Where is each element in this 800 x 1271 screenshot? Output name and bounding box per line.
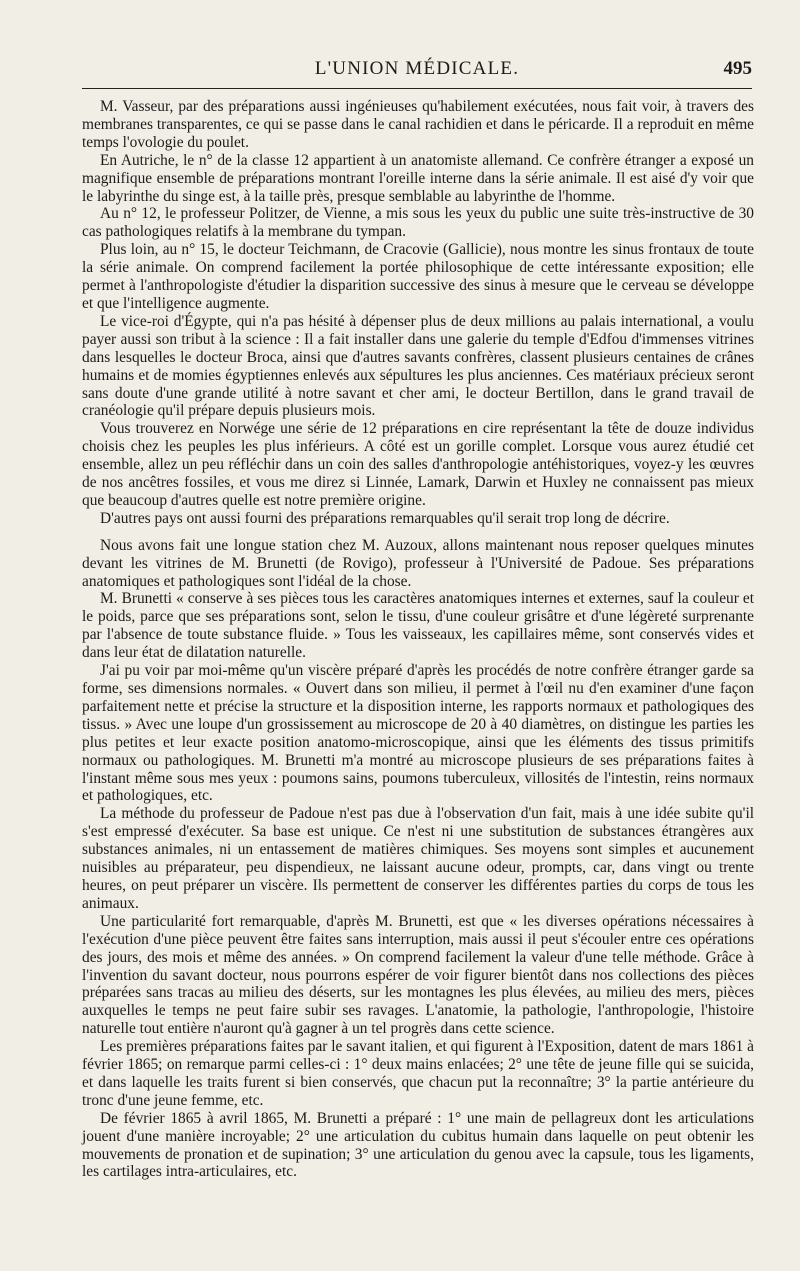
paragraph: Le vice-roi d'Égypte, qui n'a pas hésité à dépenser plus de deux millions au palais international, a voulu payer aussi son tribut à la science : Il a fait installer dans une galerie du temple d'Edfou d'immenses vitrines dans lesquelles le docteur Broca, ainsi que d'autres savants confrères, classent plusieurs centaines de crânes humains et de momies égyptiennes enlevés aux sépultures les plus anciennes. Ces matériaux précieux seront sans doute d'une grande utilité à notre savant et cher ami, le docteur Bertillon, dans le grand travail de cranéologie qu'il prépare depuis plusieurs mois. [82,312,754,420]
paragraph: Une particularité fort remarquable, d'après M. Brunetti, est que « les diverses opérations nécessaires à l'exécution d'une pièce peuvent être faites sans interruption, mais aussi il peut s'écouler entre ces opérations des jours, des mois et même des années. » On comprend facilement la valeur d'une telle méthode. Grâce à l'invention du savant docteur, nous pourrons espérer de voir figurer bientôt dans nos collections des pièces préparées sans tracas au milieu des déserts, sur les montagnes les plus élevées, au milieu des mers, pièces auxquelles le temps ne peut faire subir ses ravages. L'anatomie, la pathologie, l'anthropologie, l'histoire naturelle tout entière n'auront qu'à gagner à un tel progrès dans cette science. [82,912,754,1038]
journal-title: L'UNION MÉDICALE. [314,58,520,79]
paragraph: Les premières préparations faites par le savant italien, et qui figurent à l'Exposition, datent de mars 1861 à février 1865; on remarque parmi celles-ci : 1° deux mains enlacées; 2° une tête de jeune fille qui se suicida, et dans laquelle les traits furent si bien conservés, que chacun put la reconnaître; 3° la partie antérieure du tronc d'une jeune femme, etc. [82,1038,754,1109]
header-rule [82,88,752,89]
page-number: 495 [723,58,752,79]
paragraph: M. Vasseur, par des préparations aussi ingénieuses qu'habilement exécutées, nous fait voir, à travers des membranes transparentes, ce qui se passe dans le canal rachidien et dans le péricarde. Il a reproduit en même temps l'ovologie du poulet. [82,98,754,151]
paragraph: Nous avons fait une longue station chez M. Auzoux, allons maintenant nous reposer quelques minutes devant les vitrines de M. Brunetti (de Rovigo), professeur à l'Université de Padoue. Ses préparations anatomiques et pathologiques sont l'idéal de la chose. [82,536,754,590]
article-body [82,98,754,1181]
paragraph: Vous trouverez en Norwége une série de 12 préparations en cire représentant la tête de douze individus choisis chez les peuples les plus inférieurs. A côté est un gorille complet. Lorsque vous aurez étudié cet ensemble, allez un peu réfléchir dans un coin des salles d'anthropologie antéhistoriques, voyez-y les œuvres de nos ancêtres fossiles, et vous me direz si Linnée, Lamark, Darwin et Huxley ne connaissent pas mieux que beaucoup d'autres quelle est notre première origine. [82,420,754,509]
paragraph: Au n° 12, le professeur Politzer, de Vienne, a mis sous les yeux du public une suite très-instructive de 30 cas pathologiques relatifs à la membrane du tympan. [82,205,754,241]
running-header [82,56,752,84]
paragraph: Plus loin, au n° 15, le docteur Teichmann, de Cracovie (Gallicie), nous montre les sinus frontaux de toute la série animale. On comprend facilement la portée philosophique de cette intéressante exposition; elle permet à l'anthropologiste d'étudier la disparition successive des sinus à mesure que le cerveau se développe et que l'intelligence augmente. [82,241,754,312]
paragraph: M. Brunetti « conserve à ses pièces tous les caractères anatomiques internes et externes, sauf la couleur et le poids, parce que ses préparations sont, selon le tissu, d'une couleur grisâtre et d'une légèreté surprenante par l'absence de toute substance fluide. » Tous les vaisseaux, les capillaires même, sont conservés vides et dans leur état de dilatation naturelle. [82,590,754,662]
paragraph: D'autres pays ont aussi fourni des préparations remarquables qu'il serait trop long de décrire. [100,509,670,527]
paragraph: J'ai pu voir par moi-même qu'un viscère préparé d'après les procédés de notre confrère étranger garde sa forme, ses dimensions normales. « Ouvert dans son milieu, il permet à l'œil nu d'en examiner d'une façon parfaitement nette et précise la structure et la disposition interne, les rapports normaux et pathologiques des tissus. » Avec une loupe d'un grossissement au microscope de 20 à 40 diamètres, on distingue les parties les plus petites et leur exacte position anatomo-microscopique, ainsi que les éléments des tissus primitifs normaux ou pathologiques. M. Brunetti m'a montré au microscope plusieurs de ses préparations faites à l'instant même sous mes yeux : poumons sains, poumons tuberculeux, villosités de l'intestin, reins normaux et pathologiques, etc. [82,662,754,805]
paragraph: La méthode du professeur de Padoue n'est pas due à l'observation d'un fait, mais à une idée subite qu'il s'est empressé d'exécuter. Sa base est unique. Ce n'est ni une substitution de substances étrangères aux substances animales, ni un entassement de matières chimiques. Ses moyens sont simples et aucunement nuisibles au préparateur, peu dispendieux, ne laissant aucune odeur, prompts, car, dans vingt ou trente heures, on peut préparer un viscère. Ils permettent de conserver les différentes parties du corps de tous les animaux. [82,805,754,912]
paragraph: En Autriche, le n° de la classe 12 appartient à un anatomiste allemand. Ce confrère étranger a exposé un magnifique ensemble de préparations montrant l'oreille interne dans la série animale. Il est aisé d'y voir que le labyrinthe du singe est, à la taille près, presque semblable au labyrinthe de l'homme. [82,151,754,205]
paragraph: De février 1865 à avril 1865, M. Brunetti a préparé : 1° une main de pellagreux dont les articulations jouent d'une manière incroyable; 2° une articulation du cubitus humain dans laquelle on peut obtenir les mouvements de pronation et de supination; 3° une articulation du genou avec la capsule, tous les ligaments, les cartilages intra-articulaires, etc. [82,1109,754,1181]
